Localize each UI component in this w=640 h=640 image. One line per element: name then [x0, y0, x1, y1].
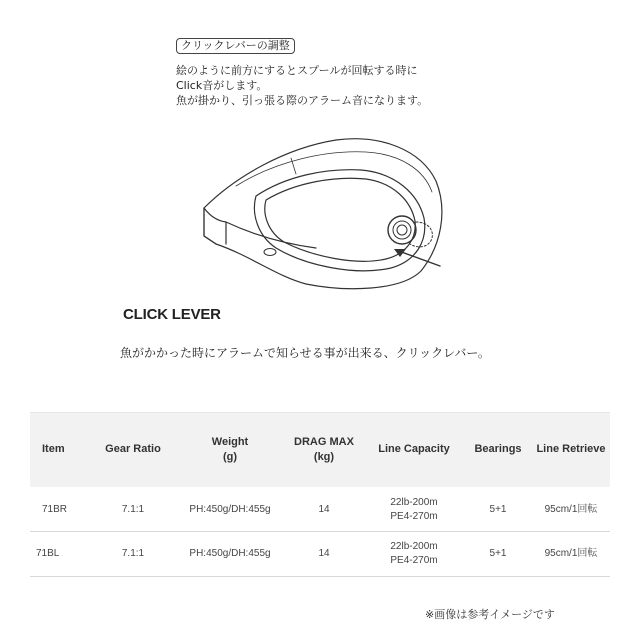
header-drag-max: DRAG MAX (kg) [294, 435, 354, 463]
feature-subtitle: 魚がかかった時にアラームで知らせる事が出来る、クリックレバー。 [120, 346, 490, 360]
cell-retrieve: 95cm/1回転 [532, 487, 610, 532]
feature-title: CLICK LEVER [123, 306, 221, 323]
image-reference-note: ※画像は参考イメージです [425, 608, 555, 621]
header-weight: Weight (g) [211, 435, 249, 463]
cell-item: 71BR [30, 487, 90, 532]
header-gear-ratio: Gear Ratio [105, 443, 161, 456]
header-item: Item [42, 443, 65, 456]
header-line-capacity: Line Capacity [378, 443, 450, 456]
header-line-retrieve: Line Retrieve [536, 443, 606, 456]
cell-bearings: 5+1 [464, 487, 532, 532]
reel-side-plate-illustration [196, 126, 458, 294]
header-bearings: Bearings [474, 443, 522, 456]
cell-gear: 7.1:1 [90, 487, 176, 532]
desc-line-2: Click音がします。 [176, 79, 268, 92]
cell-drag: 14 [284, 532, 364, 577]
desc-line-1: 絵のように前方にするとスプールが回転する時に [176, 64, 418, 77]
table-row [30, 487, 610, 532]
cell-bearings: 5+1 [464, 532, 532, 577]
cell-weight: PH:450g/DH:455g [176, 532, 284, 577]
spec-table [30, 412, 610, 577]
spec-header-row [30, 413, 610, 487]
cell-capacity: 22lb-200m PE4-270m [364, 532, 464, 577]
cell-retrieve: 95cm/1回転 [532, 532, 610, 577]
cell-item: 71BL [30, 532, 90, 577]
desc-line-3: 魚が掛かり、引っ張る際のアラーム音になります。 [176, 94, 429, 107]
cell-capacity: 22lb-200m PE4-270m [364, 487, 464, 532]
click-lever-adjust-badge: クリックレバーの調整 [176, 38, 295, 54]
adjust-description [176, 63, 506, 108]
cell-weight: PH:450g/DH:455g [176, 487, 284, 532]
cell-gear: 7.1:1 [90, 532, 176, 577]
table-row [30, 532, 610, 577]
cell-drag: 14 [284, 487, 364, 532]
